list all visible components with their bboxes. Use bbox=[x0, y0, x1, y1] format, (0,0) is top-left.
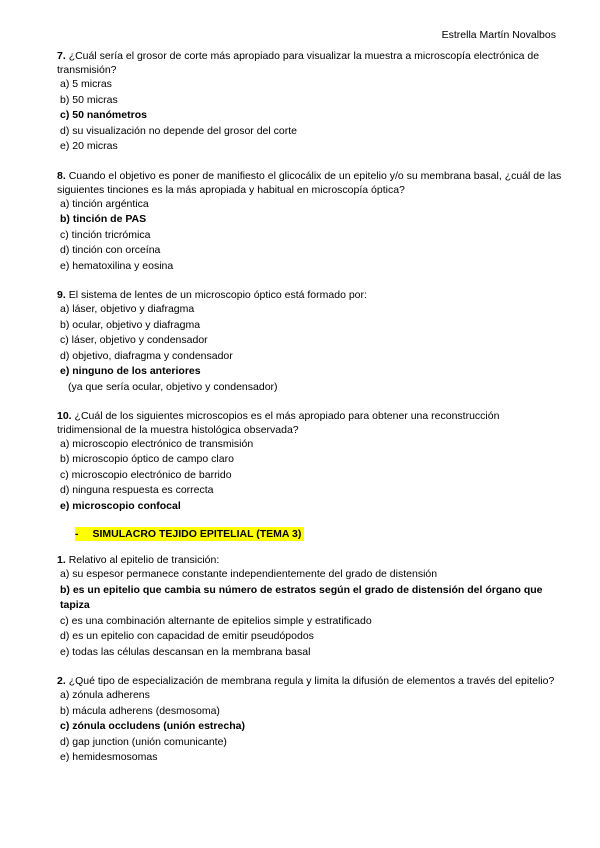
question-text: ¿Cuál de los siguientes microscopios es el más apropiado para obtener una reconstrucción tridimensional de la muestra histológica observada? bbox=[57, 409, 500, 436]
answer-option: a) su espesor permanece constante independientemente del grado de distensión bbox=[60, 568, 438, 580]
answer-option: d) gap junction (unión comunicante) bbox=[60, 735, 227, 748]
question-stem bbox=[57, 674, 562, 688]
answer-option: e) todas las células descansan en la membrana basal bbox=[60, 645, 311, 658]
answer-option: e) 20 micras bbox=[60, 140, 118, 152]
answer-note: (ya que sería ocular, objetivo y condensador) bbox=[68, 380, 278, 393]
answer-option: e) hematoxilina y eosina bbox=[60, 259, 174, 272]
question-stem bbox=[57, 49, 562, 77]
question-list-b bbox=[57, 553, 562, 766]
question-stem bbox=[57, 288, 562, 302]
answer-option: d) es un epitelio con capacidad de emitir pseudópodos bbox=[60, 630, 314, 642]
answer-option: d) objetivo, diafragma y condensador bbox=[60, 349, 233, 362]
answer-option-correct: e) ninguno de los anteriores bbox=[60, 365, 201, 377]
question-stem bbox=[57, 553, 562, 567]
section-heading bbox=[75, 528, 562, 540]
answer-option: a) tinción argéntica bbox=[60, 197, 149, 210]
question-block bbox=[57, 409, 562, 515]
answer-option-correct: b) es un epitelio que cambia su número de estratos según el grado de distensión del órgano que tapiza bbox=[60, 583, 543, 611]
question-block bbox=[57, 169, 562, 275]
answer-option: b) mácula adherens (desmosoma) bbox=[60, 704, 220, 717]
question-block bbox=[57, 49, 562, 155]
answer-option-correct: c) zónula occludens (unión estrecha) bbox=[60, 720, 245, 732]
answer-option: c) láser, objetivo y condensador bbox=[60, 334, 208, 346]
question-number: 7. bbox=[57, 50, 66, 62]
answer-option: c) tinción tricrómica bbox=[60, 228, 151, 241]
question-text: Relativo al epitelio de transición: bbox=[68, 554, 220, 566]
question-block bbox=[57, 674, 562, 766]
answer-option: d) tinción con orceína bbox=[60, 244, 161, 256]
answer-option: b) ocular, objetivo y diafragma bbox=[60, 318, 201, 331]
question-block bbox=[57, 288, 562, 395]
question-stem bbox=[57, 409, 562, 437]
question-number: 2. bbox=[57, 675, 66, 687]
answer-option: c) es una combinación alternante de epitelios simple y estratificado bbox=[60, 614, 372, 627]
answer-option-correct: e) microscopio confocal bbox=[60, 499, 181, 512]
answer-option: c) microscopio electrónico de barrido bbox=[60, 468, 232, 481]
section-bullet: - bbox=[75, 527, 93, 541]
question-number: 1. bbox=[57, 554, 66, 566]
answer-option: d) ninguna respuesta es correcta bbox=[60, 484, 214, 496]
author-name: Estrella Martín Novalbos bbox=[441, 29, 556, 41]
answer-option: e) hemidesmosomas bbox=[60, 751, 158, 763]
answer-option: b) microscopio óptico de campo claro bbox=[60, 453, 234, 465]
question-block bbox=[57, 553, 562, 660]
answer-option: b) 50 micras bbox=[60, 93, 118, 106]
section-title: SIMULACRO TEJIDO EPITELIAL (TEMA 3) bbox=[93, 527, 305, 541]
answer-option: a) 5 micras bbox=[60, 78, 112, 90]
question-number: 9. bbox=[57, 289, 66, 301]
answer-option: a) zónula adherens bbox=[60, 689, 150, 701]
question-number: 8. bbox=[57, 169, 66, 182]
question-stem bbox=[57, 169, 562, 197]
question-number: 10. bbox=[57, 409, 72, 422]
answer-option: a) microscopio electrónico de transmisión bbox=[60, 437, 254, 450]
answer-option-correct: b) tinción de PAS bbox=[60, 213, 147, 225]
question-text: Cuando el objetivo es poner de manifiesto el glicocálix de un epitelio y/o su membrana basal, ¿cuál de las siguientes tinciones es la más apropiada y habitual en microscopía óptica? bbox=[57, 169, 562, 196]
question-list-a bbox=[57, 49, 562, 514]
answer-option-correct: c) 50 nanómetros bbox=[60, 109, 147, 121]
answer-option: d) su visualización no depende del grosor del corte bbox=[60, 124, 297, 137]
answer-option: a) láser, objetivo y diafragma bbox=[60, 303, 195, 315]
question-text: ¿Cuál sería el grosor de corte más apropiado para visualizar la muestra a microscopía electrónica de transmisión? bbox=[57, 50, 540, 76]
question-text: ¿Qué tipo de especialización de membrana regula y limita la difusión de elementos a través del epitelio? bbox=[68, 675, 555, 687]
document-body bbox=[57, 49, 562, 780]
question-text: El sistema de lentes de un microscopio óptico está formado por: bbox=[68, 289, 367, 301]
